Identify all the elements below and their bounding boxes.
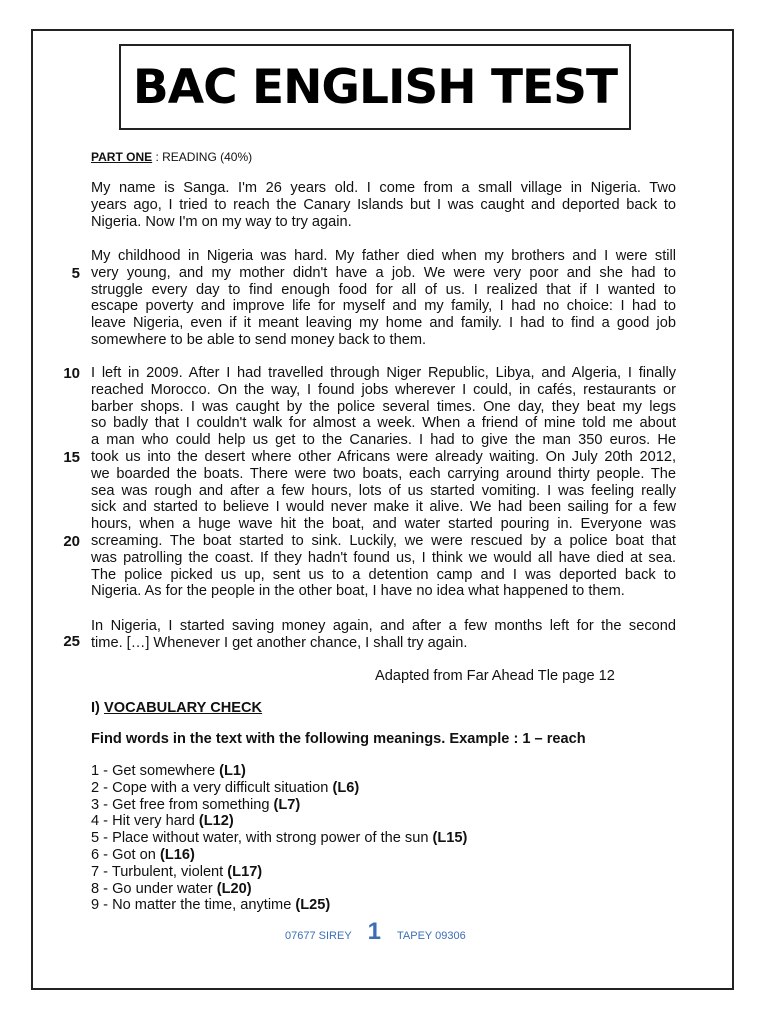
- text-line: sick and started to believe I would never make it alive. We had been sailing for a few: [91, 499, 676, 516]
- text-line: so badly that I couldn't walk for almost a week. When a friend of mine told me about: [91, 415, 676, 432]
- text-line: My childhood in Nigeria was hard. My father died when my brothers and I were still: [91, 248, 676, 264]
- text-line: very young, and my mother didn't have a job. We were very poor and she had to: [91, 264, 676, 281]
- part-heading-rest: : READING (40%): [152, 150, 253, 164]
- list-item: 1 - Get somewhere (L1): [91, 763, 246, 779]
- text-line: was patrolling the coast. If they hadn't found us, I think we would all have died at sea.: [91, 549, 676, 566]
- text-line: struggle every day to find enough food for all of us. I realized that if I wanted to: [91, 281, 676, 298]
- part-heading-label: PART ONE: [91, 150, 153, 164]
- list-item: 9 - No matter the time, anytime (L25): [91, 897, 331, 914]
- text-line: somewhere to be able to send money back to them.: [91, 331, 427, 348]
- text-line: sea was rough and after a few hours, lots of us started vomiting. I was feeling really: [91, 482, 676, 499]
- list-item: 3 - Get free from something (L7): [91, 796, 301, 813]
- vocab-instruction: Find words in the text with the following meanings. Example : 1 – reach: [91, 731, 586, 747]
- vocab-prefix: I): [91, 700, 104, 716]
- list-item: 8 - Go under water (L20): [91, 880, 252, 897]
- page-footer: [285, 918, 466, 946]
- line-number: 20: [63, 533, 80, 550]
- paragraph-3: [91, 365, 676, 600]
- text-line: years ago, I tried to reach the Canary Islands but I was caught and deported back to: [91, 196, 676, 213]
- paragraph-2: [91, 248, 676, 349]
- vocab-heading: [91, 700, 262, 716]
- line-number: 5: [71, 265, 80, 282]
- text-line: I left in 2009. After I had travelled through Niger Republic, Libya, and Algeria, I finally: [91, 365, 676, 381]
- text-line: took us into the desert where other Africans were already waiting. On July 20th 2012,: [91, 448, 676, 465]
- line-number: 25: [63, 633, 80, 650]
- line-number: 15: [63, 449, 80, 466]
- line-number: 10: [63, 365, 80, 382]
- text-line: leave Nigeria, even if it meant leaving my home and family. I had to find a good job: [91, 315, 676, 332]
- list-item: 7 - Turbulent, violent (L17): [91, 863, 263, 880]
- footer-right: TAPEY 09306: [397, 930, 466, 942]
- paragraph-1: [91, 180, 676, 230]
- page-number: 1: [367, 918, 382, 945]
- text-line: we boarded the boats. There were two boats, each carrying around thirty people. The: [91, 465, 676, 482]
- text-line: escape poverty and improve life for myself and my family, I had no choice: I had to: [91, 298, 676, 315]
- source-citation: Adapted from Far Ahead Tle page 12: [375, 668, 615, 684]
- text-line: screaming. The boat started to sink. Luckily, we were rescued by a police boat that: [91, 532, 676, 549]
- title-box: [119, 44, 631, 130]
- text-line: Nigeria. As for the people in the other boat, I have no idea what happened to them.: [91, 583, 625, 600]
- text-line: reached Morocco. On the way, I found jobs wherever I could, in cafés, restaurants or: [91, 381, 676, 398]
- list-item: 5 - Place without water, with strong power of the sun (L15): [91, 830, 468, 847]
- list-item: 2 - Cope with a very difficult situation (L6): [91, 779, 360, 796]
- footer-left: 07677 SIREY: [285, 930, 352, 942]
- list-item: 6 - Got on (L16): [91, 846, 195, 863]
- part-heading: [91, 150, 252, 164]
- vocab-title: VOCABULARY CHECK: [103, 700, 263, 716]
- text-line: time. […] Whenever I get another chance, I shall try again.: [91, 634, 468, 651]
- vocab-list: [91, 763, 467, 914]
- text-line: a man who could help us get to the Canaries. I had to give the man 350 euros. He: [91, 432, 676, 449]
- text-line: In Nigeria, I started saving money again, and after a few months left for the second: [91, 618, 676, 634]
- text-line: hours, when a huge wave hit the boat, and water started pouring in. Everyone was: [91, 516, 676, 533]
- list-item: 4 - Hit very hard (L12): [91, 813, 234, 830]
- text-line: My name is Sanga. I'm 26 years old. I come from a small village in Nigeria. Two: [91, 180, 676, 196]
- text-line: Nigeria. Now I'm on my way to try again.: [91, 213, 352, 230]
- text-line: barber shops. I was caught by the police several times. One day, they beat my legs: [91, 398, 676, 415]
- page-title: BAC ENGLISH TEST: [132, 59, 618, 115]
- text-line: The police picked us up, sent us to a detention camp and I was deported back to: [91, 566, 676, 583]
- paragraph-4: [91, 618, 676, 652]
